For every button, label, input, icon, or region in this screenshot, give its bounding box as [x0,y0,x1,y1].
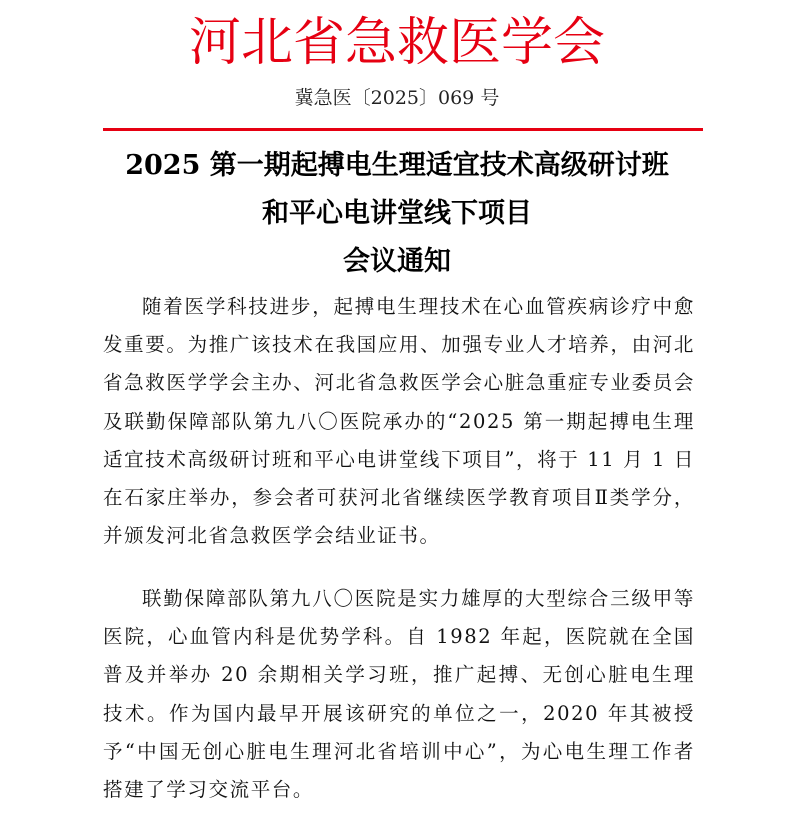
body-paragraph-1: 随着医学科技进步，起搏电生理技术在心血管疾病诊疗中愈发重要。为推广该技术在我国应用、加强专业人才培养，由河北省急救医学学会主办、河北省急救医学会心脏急重症专业委员会及联勤保障部队第九八〇医院承办的“2025 第一期起搏电生理适宜技术高级研讨班和平心电讲堂线下项目”，将于 11 月 1 日在石家庄举办，参会者可获河北省继续医学教育项目Ⅱ类学分，并颁发河北省急救医学会结业证书。 [103,295,695,548]
title-line-1: 2025 第一期起搏电生理适宜技术高级研讨班 [125,150,669,181]
body-paragraph-2: 联勤保障部队第九八〇医院是实力雄厚的大型综合三级甲等医院，心血管内科是优势学科。自 1982 年起，医院就在全国普及并举办 20 余期相关学习班，推广起搏、无创心脏电生理技术。作为国内最早开展该研究的单位之一，2020 年其被授予“中国无创心脏电生理河北省培训中心”，为心电生理工作者搭建了学习交流平台。 [103,587,695,802]
title-line-2: 和平心电讲堂线下项目 [262,198,532,229]
organization-header: 河北省急救医学会 [188,13,605,73]
title-line-3: 会议通知 [343,246,451,277]
document-number: 冀急医〔2025〕069 号 [294,87,500,109]
header-divider [103,128,703,131]
